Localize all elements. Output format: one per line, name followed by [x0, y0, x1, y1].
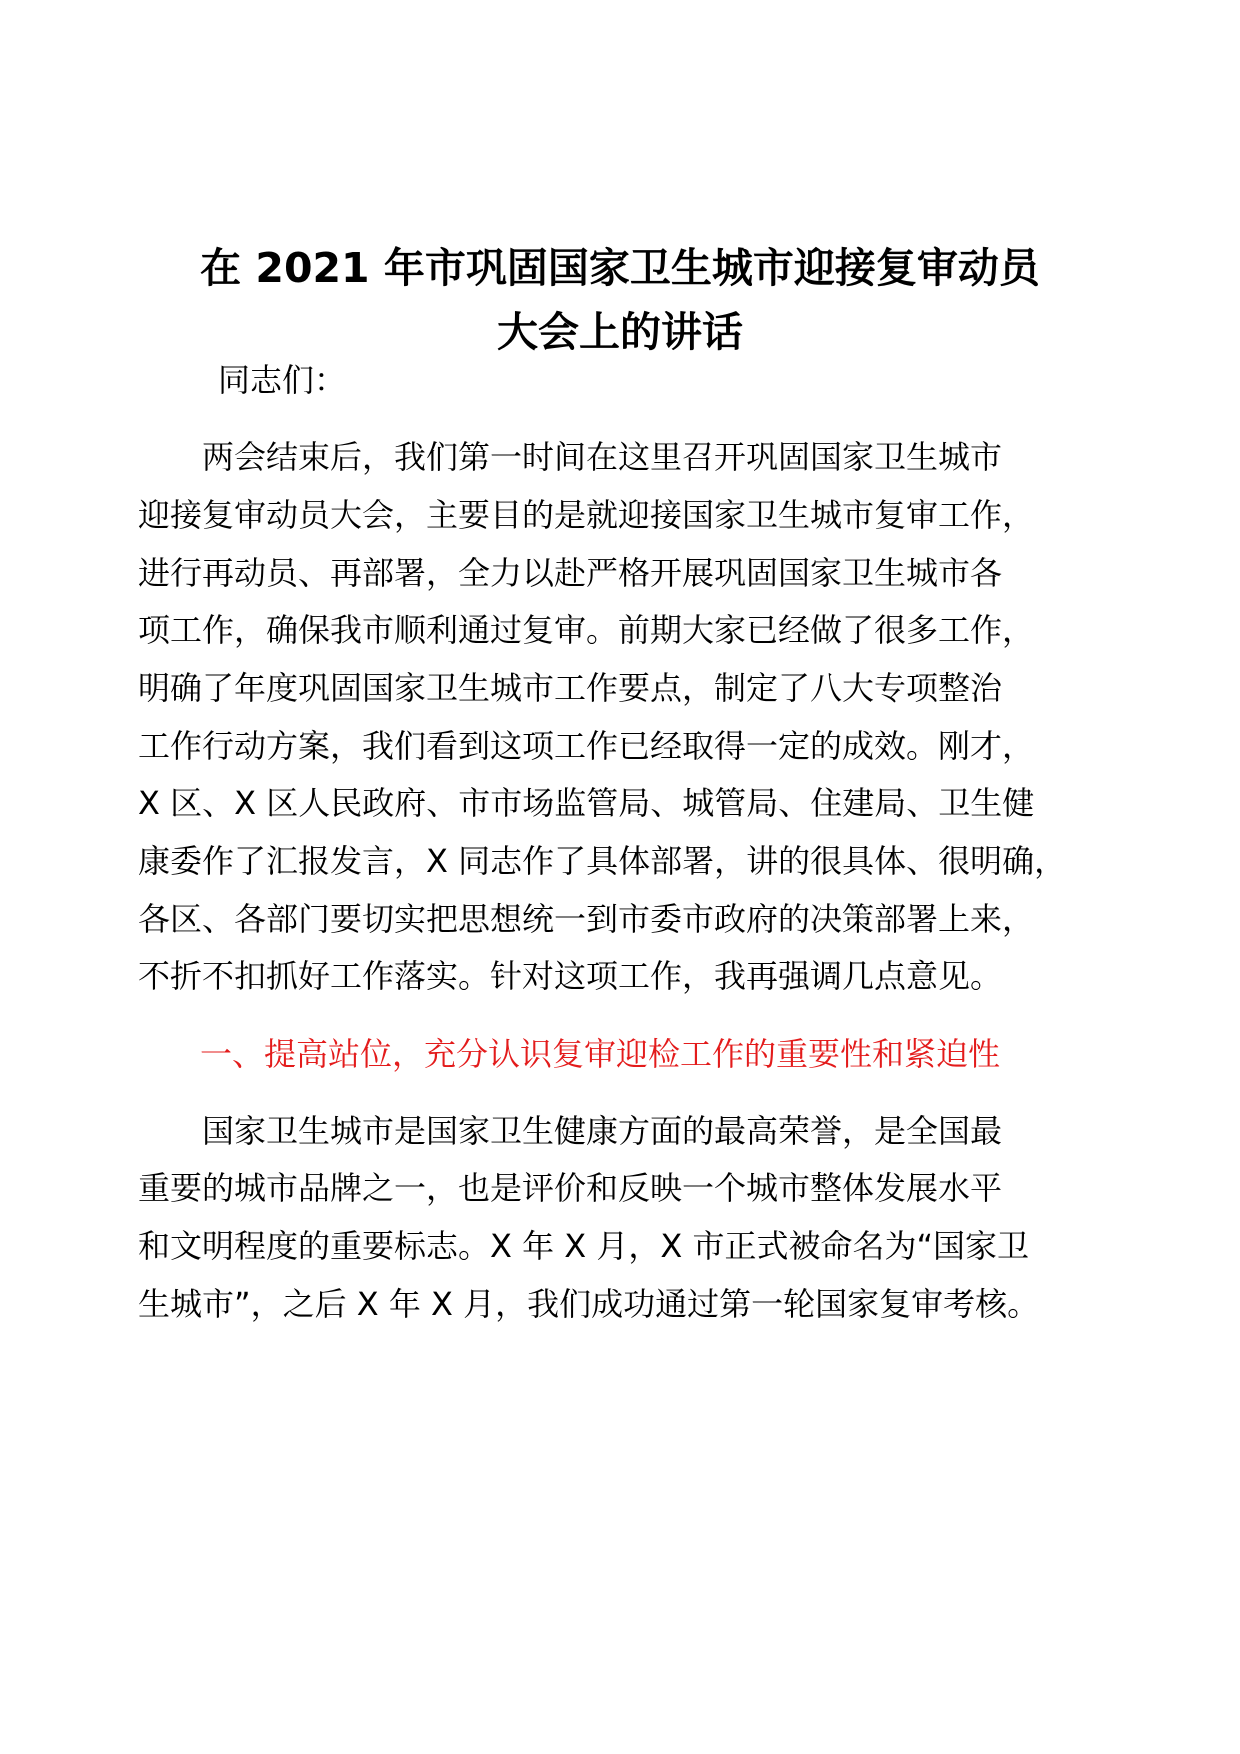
paragraph-1-line: 工作行动方案，我们看到这项工作已经取得一定的成效。刚才，: [138, 727, 1035, 765]
paragraph-1-line: X 区、X 区人民政府、市市场监管局、城管局、住建局、卫生健: [138, 784, 1035, 822]
paragraph-1-line: 不折不扣抓好工作落实。针对这项工作，我再强调几点意见。: [138, 957, 1003, 995]
document-title-line-2: 大会上的讲话: [497, 308, 743, 356]
paragraph-2-line: 生城市”，之后 X 年 X 月，我们成功通过第一轮国家复审考核。: [138, 1285, 1040, 1323]
paragraph-1-line: 迎接复审动员大会，主要目的是就迎接国家卫生城市复审工作，: [138, 496, 1035, 534]
paragraph-1-line: 明确了年度巩固国家卫生城市工作要点，制定了八大专项整治: [138, 669, 1003, 707]
paragraph-1-line: 两会结束后，我们第一时间在这里召开巩固国家卫生城市: [202, 438, 1003, 476]
paragraph-1-line: 康委作了汇报发言，X 同志作了具体部署，讲的很具体、很明确，: [138, 842, 1067, 880]
document-title-line-1: 在 2021 年市巩固国家卫生城市迎接复审动员: [200, 244, 1040, 292]
salutation: 同志们：: [218, 361, 347, 399]
section-1-heading: 一、提高站位，充分认识复审迎检工作的重要性和紧迫性: [200, 1035, 1001, 1073]
paragraph-2-line: 重要的城市品牌之一，也是评价和反映一个城市整体发展水平: [138, 1169, 1003, 1207]
paragraph-2-line: 国家卫生城市是国家卫生健康方面的最高荣誉，是全国最: [202, 1112, 1003, 1150]
paragraph-1-line: 各区、各部门要切实把思想统一到市委市政府的决策部署上来，: [138, 900, 1035, 938]
paragraph-1-line: 进行再动员、再部署，全力以赴严格开展巩固国家卫生城市各: [138, 554, 1003, 592]
paragraph-2-line: 和文明程度的重要标志。X 年 X 月，X 市正式被命名为“国家卫: [138, 1227, 1030, 1265]
paragraph-1-line: 项工作，确保我市顺利通过复审。前期大家已经做了很多工作，: [138, 611, 1035, 649]
